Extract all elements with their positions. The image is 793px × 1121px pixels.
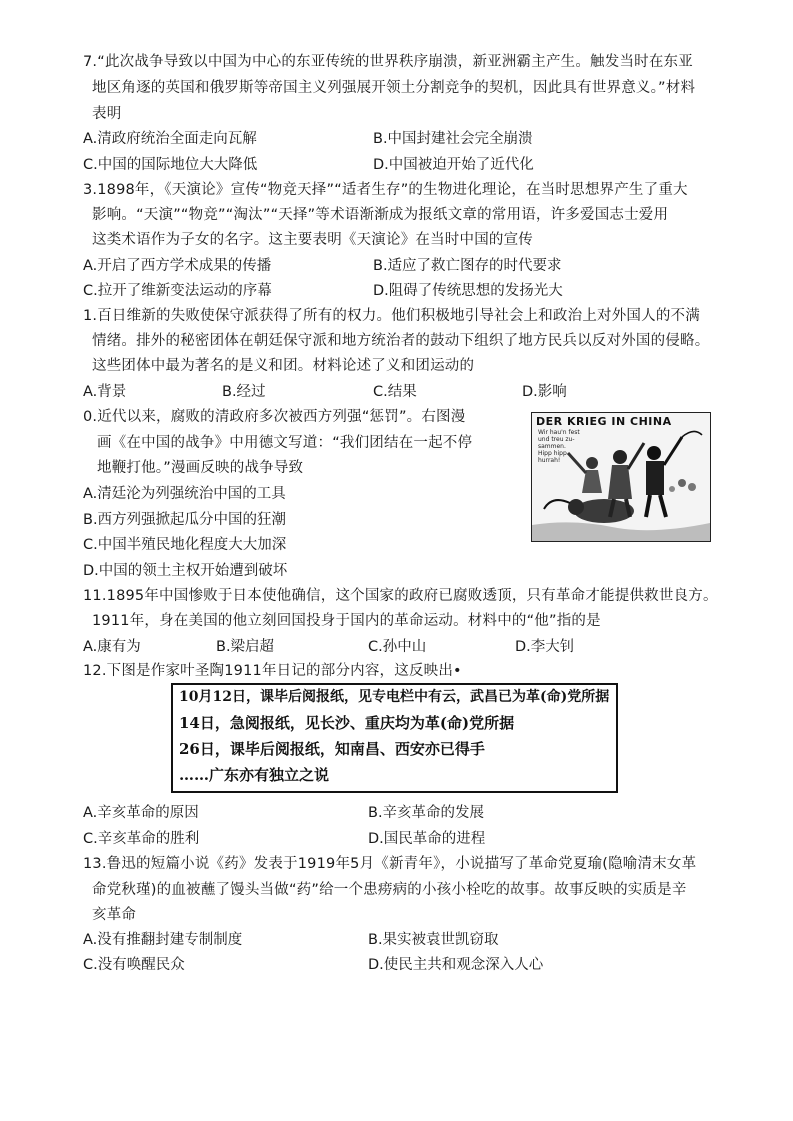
- q12-stem-line-1: 12.下图是作家叶圣陶1911年日记的部分内容，这反映出•: [83, 663, 462, 679]
- q12-option-c: C.辛亥革命的胜利: [83, 831, 200, 847]
- q8-option-d: D.阻碍了传统思想的发扬光大: [373, 283, 563, 299]
- cartoon-illustration: [532, 413, 710, 541]
- q13-option-d: D.使民主共和观念深入人心: [368, 957, 544, 973]
- q13-stem-line-1: 13.鲁迅的短篇小说《药》发表于1919年5月《新青年》，小说描写了革命党夏瑜(隐喻清末女革: [83, 856, 697, 872]
- q7-option-c: C.中国的国际地位大大降低: [83, 157, 258, 173]
- q13-option-a: A.没有推翻封建专制制度: [83, 932, 243, 948]
- diary-line-4: ……广东亦有独立之说: [179, 766, 330, 784]
- q13-stem-line-2: 命党秋瑾)的血被蘸了馒头当做“药”给一个患痨病的小孩小栓吃的故事。故事反映的实质是辛: [92, 882, 687, 898]
- q8-stem-line-3: 这类术语作为子女的名字。这主要表明《天演论》在当时中国的宣传: [92, 232, 533, 248]
- q10-option-b: B.西方列强掀起瓜分中国的狂潮: [83, 512, 287, 528]
- q11-option-a: A.康有为: [83, 639, 141, 655]
- q7-option-d: D.中国被迫开始了近代化: [373, 157, 534, 173]
- diary-line-1: 10月12日，课毕后阅报纸，见专电栏中有云，武昌已为革(命)党所据: [179, 689, 610, 705]
- q7-stem-line-2: 地区角逐的英国和俄罗斯等帝国主义列强展开领土分割竞争的契机，因此具有世界意义。”材料: [92, 80, 696, 96]
- q7-stem-line-3: 表明: [92, 106, 122, 122]
- q13-option-c: C.没有唤醒民众: [83, 957, 185, 973]
- q9-option-c: C.结果: [373, 384, 417, 400]
- q7-stem-line-1: 7.“此次战争导致以中国为中心的东亚传统的世界秩序崩溃，新亚洲霸主产生。触发当时在东亚: [83, 54, 693, 70]
- q9-option-d: D.影响: [522, 384, 567, 400]
- q11-option-c: C.孙中山: [368, 639, 427, 655]
- q9-stem-line-2: 情绪。排外的秘密团体在朝廷保守派和地方统治者的鼓动下组织了地方民兵以反对外国的侵略。: [92, 333, 710, 349]
- war-in-china-cartoon: [531, 412, 711, 542]
- q8-option-a: A.开启了西方学术成果的传播: [83, 258, 272, 274]
- q11-stem-line-2: 1911年，身在美国的他立刻回国投身于国内的革命运动。材料中的“他”指的是: [92, 613, 601, 629]
- q9-stem-line-1: 1.百日维新的失败使保守派获得了所有的权力。他们积极地引导社会上和政治上对外国人的不满: [83, 308, 700, 324]
- cartoon-caption: Wir hau'n fest und treu zu- sammen. Hipp hipp hurrah!: [538, 429, 580, 464]
- q13-stem-line-3: 亥革命: [92, 907, 137, 923]
- q10-stem-line-1: 0.近代以来，腐败的清政府多次被西方列强“惩罚”。右图漫: [83, 409, 466, 425]
- q8-option-b: B.适应了救亡图存的时代要求: [373, 258, 562, 274]
- q11-option-b: B.梁启超: [216, 639, 275, 655]
- q10-stem-line-3: 地鞭打他。”漫画反映的战争导致: [97, 460, 304, 476]
- q8-option-c: C.拉开了维新变法运动的序幕: [83, 283, 272, 299]
- q12-option-a: A.辛亥革命的原因: [83, 805, 199, 821]
- q11-option-d: D.李大钊: [515, 639, 575, 655]
- q9-option-b: B.经过: [222, 384, 266, 400]
- q10-option-c: C.中国半殖民地化程度大大加深: [83, 537, 287, 553]
- q7-option-b: B.中国封建社会完全崩溃: [373, 131, 533, 147]
- q9-stem-line-3: 这些团体中最为著名的是义和团。材料论述了义和团运动的: [92, 358, 475, 374]
- q13-option-b: B.果实被袁世凯窃取: [368, 932, 499, 948]
- diary-excerpt-box: [171, 683, 618, 793]
- q8-stem-line-2: 影响。“天演”“物竞”“淘汰”“天择”等术语渐渐成为报纸文章的常用语，许多爱国志士爱用: [92, 207, 669, 223]
- q10-option-d: D.中国的领土主权开始遭到破坏: [83, 563, 288, 579]
- diary-line-2: 14日，急阅报纸，见长沙、重庆均为革(命)党所据: [179, 714, 515, 732]
- q9-option-a: A.背景: [83, 384, 127, 400]
- q12-option-b: B.辛亥革命的发展: [368, 805, 485, 821]
- q8-stem-line-1: 3.1898年，《天演论》宣传“物竞天择”“适者生存”的生物进化理论，在当时思想界产生了重大: [83, 182, 688, 198]
- q10-option-a: A.清廷沦为列强统治中国的工具: [83, 486, 286, 502]
- q10-stem-line-2: 画《在中国的战争》中用德文写道：“我们团结在一起不停: [97, 435, 473, 451]
- q7-option-a: A.清政府统治全面走向瓦解: [83, 131, 257, 147]
- cartoon-title: DER KRIEG IN CHINA: [536, 415, 672, 428]
- diary-line-3: 26日，课毕后阅报纸，知南昌、西安亦已得手: [179, 740, 485, 758]
- q11-stem-line-1: 11.1895年中国惨败于日本使他确信，这个国家的政府已腐败透顶，只有革命才能提供救世良方。: [83, 588, 718, 604]
- q12-option-d: D.国民革命的进程: [368, 831, 486, 847]
